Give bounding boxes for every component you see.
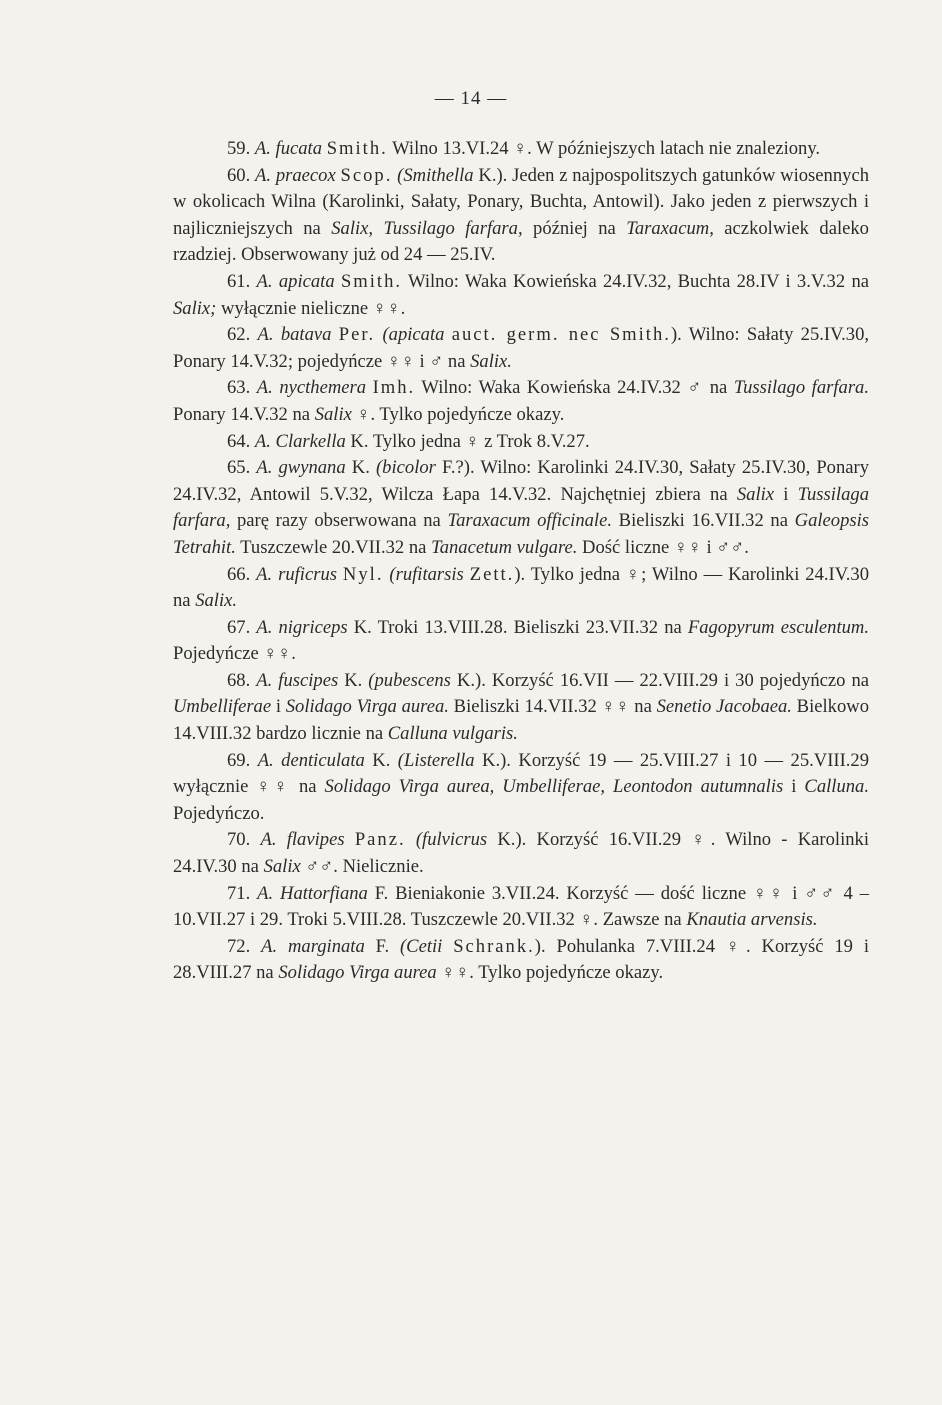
entry-63: 63. A. nycthemera Imh. Wilno: Waka Kowieńska 24.IV.32 ♂ na Tussilago farfara. Ponary 14.V.32 na Salix ♀. Tylko pojedyńcze okazy. <box>173 377 869 425</box>
entry-71: 71. A. Hattorfiana F. Bieniakonie 3.VII.24. Korzyść — dość liczne ♀♀ i ♂♂ 4 – 10.VII.27 i 29. Troki 5.VIII.28. Tuszczewle 20.VII.32 ♀. Zawsze na Knautia arvensis. <box>173 882 870 931</box>
entry-70: 70. A. flavipes Panz. (fulvicrus K.). Korzyść 16.VII.29 ♀. Wilno - Karolinki 24.IV.30 na Salix ♂♂. Nielicznie. <box>173 829 869 878</box>
entry-59: 59. A. fucata Smith. Wilno 13.VI.24 ♀. W późniejszych latach nie znaleziony. <box>227 138 821 159</box>
entry-69: 69. A. denticulata K. (Listerella K.). Korzyść 19 — 25.VIII.27 i 10 — 25.VIII.29 wyłącznie ♀♀ na Solidago Virga aurea, Umbelliferae, Leontodon autumnalis i Calluna. Pojedyńczo. <box>173 749 870 824</box>
entry-61: 61. A. apicata Smith. Wilno: Waka Kowieńska 24.IV.32, Buchta 28.IV i 3.V.32 na Salix; wyłącznie nieliczne ♀♀. <box>173 270 869 319</box>
entry-66: 66. A. ruficrus Nyl. (rufitarsis Zett.). Tylko jedna ♀; Wilno — Karolinki 24.IV.30 na Salix. <box>173 563 869 612</box>
page-number: — 14 — <box>434 88 508 109</box>
entry-72: 72. A. marginata F. (Cetii Schrank.). Pohulanka 7.VIII.24 ♀. Korzyść 19 i 28.VIII.27 na Solidago Virga aurea ♀♀. Tylko pojedyńcze okazy. <box>173 935 869 984</box>
entry-62: 62. A. batava Per. (apicata auct. germ. nec Smith.). Wilno: Sałaty 25.IV.30, Ponary 14.V.32; pojedyńcze ♀♀ i ♂ na Salix. <box>173 324 870 372</box>
entry-64: 64. A. Clarkella K. Tylko jedna ♀ z Trok 8.V.27. <box>227 430 590 452</box>
text-body <box>173 136 869 987</box>
entry-67: 67. A. nigriceps K. Troki 13.VIII.28. Bieliszki 23.VII.32 na Fagopyrum esculentum. Pojedyńcze ♀♀. <box>173 616 869 665</box>
entry-65: 65. A. gwynana K. (bicolor F.?). Wilno: Karolinki 24.IV.30, Sałaty 25.IV.30, Ponary 24.IV.32, Antowil 5.V.32, Wilcza Łapa 14.V.32. Najchętniej zbiera na Salix i Tussilaga farfara, parę razy obserwowana na Taraxacum officinale. Bieliszki 16.VII.32 na Galeopsis Tetrahit. Tuszczewle 20.VII.32 na Tanacetum vulgare. Dość liczne ♀♀ i ♂♂. <box>173 457 870 558</box>
entry-60: 60. A. praecox Scop. (Smithella K.). Jeden z najpospolitszych gatunków wiosennych w okolicach Wilna (Karolinki, Sałaty, Ponary, Buchta, Antowil). Jako jeden z pierwszych i najliczniejszych na Salix, Tussilago farfara, później na Taraxacum, aczkolwiek daleko rzadziej. Obserwowany już od 24 — 25.IV. <box>173 164 869 266</box>
entry-68: 68. A. fuscipes K. (pubescens K.). Korzyść 16.VII — 22.VIII.29 i 30 pojedyńczo na Umbelliferae i Solidago Virga aurea. Bieliszki 14.VII.32 ♀♀ na Senetio Jacobaea. Bielkowo 14.VIII.32 bardzo licznie na Calluna vulgaris. <box>173 669 870 745</box>
